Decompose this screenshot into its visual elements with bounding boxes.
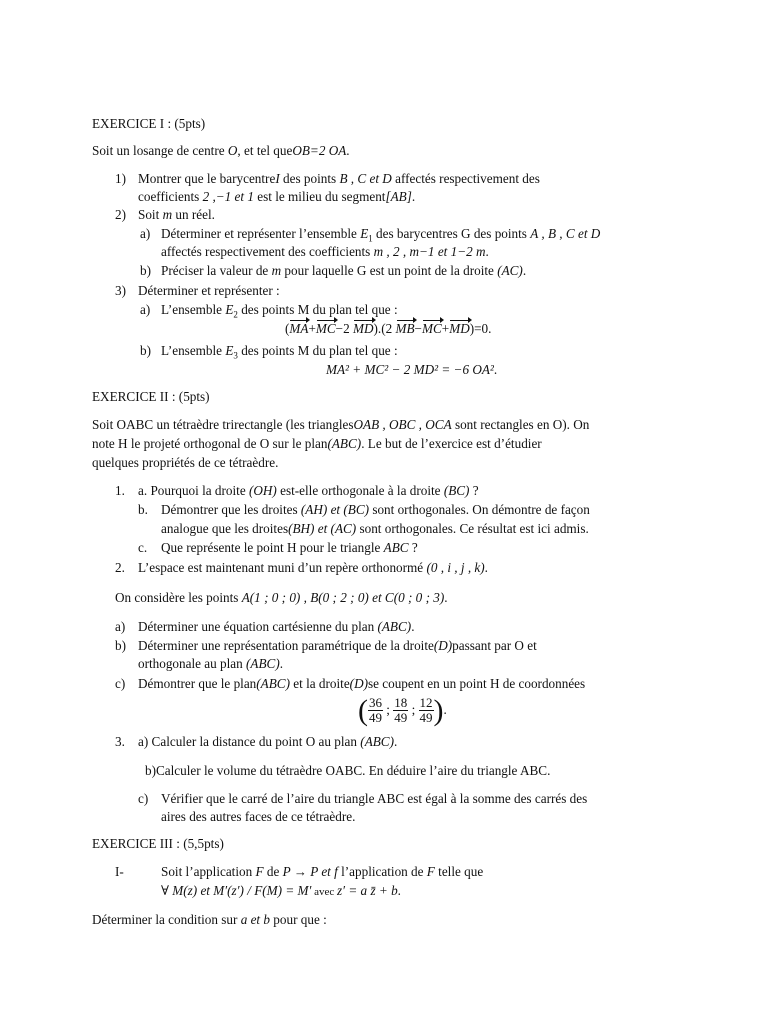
ex2-b-line1: Déterminer une représentation paramétrique de la droite(D)passant par O et xyxy=(138,638,537,653)
ex1-q3a-label: a) xyxy=(140,302,151,317)
ex1-q3b-text: L’ensemble $E_3$ des points M du plan tel que : xyxy=(161,343,398,361)
ex2-q1c-text: Que représente le point H pour le triangle ABC ? xyxy=(161,540,418,555)
ex1-q3b-label: b) xyxy=(140,343,151,358)
ex2-q3-number: 3. xyxy=(115,734,125,749)
ex2-points: On considère les points A(1 ; 0 ; 0) , B(0 ; 2 ; 0) et C(0 ; 0 ; 3). xyxy=(115,590,448,605)
ex2-q2-number: 2. xyxy=(115,560,125,575)
ex2-c-label: c) xyxy=(115,676,126,691)
ex2-q3c-label: c) xyxy=(138,791,149,806)
ex2-q3b-text: b)Calculer le volume du tétraèdre OABC. En déduire l’aire du triangle ABC. xyxy=(145,763,551,778)
ex1-intro: Soit un losange de centre O, et tel queOB=2 OA. xyxy=(92,143,350,158)
ex1-q3-number: 3) xyxy=(115,283,126,298)
ex2-c-text: Démontrer que le plan(ABC) et la droite(D)se coupent en un point H de coordonnées xyxy=(138,676,586,691)
ex1-q2b-text: Préciser la valeur de m pour laquelle G est un point de la droite (AC). xyxy=(161,263,527,278)
fraction-y: $\frac{18}{49}$ xyxy=(394,695,408,726)
fraction-z: $\frac{12}{49}$ xyxy=(419,695,433,726)
ex1-q2b-label: b) xyxy=(140,263,151,278)
ex1-q2a-line2: affectés respectivement des coefficients m , 2 , m−1 et 1−2 m. xyxy=(161,244,489,259)
exercise-3-title: EXERCICE III : (5,5pts) xyxy=(92,836,224,851)
ex1-q2a-label: a) xyxy=(140,226,151,241)
ex1-q3a-text: L’ensemble $E_2$ des points M du plan tel que : xyxy=(161,302,398,320)
ex1-q2a-line1: Déterminer et représenter l’ensemble $E_1$ des barycentres G des points A , B , C et D xyxy=(161,226,601,244)
ex1-q1-line1: Montrer que le barycentreI des points B , C et D affectés respectivement des xyxy=(138,171,540,186)
ex2-q2-text: L’espace est maintenant muni d’un repère orthonormé (0 , i , j , k). xyxy=(138,560,488,575)
ex2-h-coordinates: ( $\frac{36}{49}$ ; $\frac{18}{49}$ ; $\frac{12}{49}$ ). xyxy=(358,693,447,727)
fraction-x: $\frac{36}{49}$ xyxy=(369,695,382,726)
ex2-q3a-text: a) Calculer la distance du point O au plan (ABC). xyxy=(138,734,398,749)
ex2-q1c-label: c. xyxy=(138,540,148,555)
ex3-condition-text: Déterminer la condition sur a et b pour que : xyxy=(92,912,327,927)
ex1-q1-number: 1) xyxy=(115,171,126,186)
ex2-intro-line1: Soit OABC un tétraèdre trirectangle (les trianglesOAB , OBC , OCA sont rectangles en O). On xyxy=(92,417,590,432)
exercise-2-title: EXERCICE II : (5pts) xyxy=(92,389,210,404)
ex2-intro-line3: quelques propriétés de ce tétraèdre. xyxy=(92,455,279,470)
ex2-q3c-line1: Vérifier que le carré de l’aire du triangle ABC est égal à la somme des carrés des xyxy=(161,791,588,806)
ex2-b-line2: orthogonale au plan (ABC). xyxy=(138,656,284,671)
ex2-q1b-line2: analogue que les droites(BH) et (AC) sont orthogonales. Ce résultat est ici admis. xyxy=(161,521,589,536)
ex1-q3b-formula: MA² + MC² − 2 MD² = −6 OA². xyxy=(326,362,498,377)
ex2-b-label: b) xyxy=(115,638,126,653)
exercise-1-title: EXERCICE I : (5pts) xyxy=(92,116,206,131)
ex2-q3c-line2: aires des autres faces de ce tétraèdre. xyxy=(161,809,356,824)
ex3-part-i-label: I- xyxy=(115,864,124,879)
ex2-intro-line2: note H le projeté orthogonal de O sur le plan(ABC). Le but de l’exercice est d’étudier xyxy=(92,436,542,451)
ex1-q2-text: Soit m un réel. xyxy=(138,207,215,222)
ex2-q1a-text: a. Pourquoi la droite (OH) est-elle orthogonale à la droite (BC) ? xyxy=(138,483,479,498)
ex3-i-line1: Soit l’application F de P → P et f l’application de F telle que xyxy=(161,864,484,879)
ex3-i-line2: ∀ M(z) et M′(z′) / F(M) = M′ avec z′ = a z̄ + b. xyxy=(161,883,401,898)
ex2-q1b-label: b. xyxy=(138,502,148,517)
ex1-q1-line2: coefficients 2 ,−1 et 1 est le milieu du segment[AB]. xyxy=(138,189,416,204)
ex1-q3a-formula: (MA+MC−2 MD).(2 MB−MC+MD)=0. xyxy=(285,321,492,336)
ex1-q3-text: Déterminer et représenter : xyxy=(138,283,280,298)
ex2-q1-number: 1. xyxy=(115,483,125,498)
ex2-q1b-line1: Démontrer que les droites (AH) et (BC) sont orthogonales. On démontre de façon xyxy=(161,502,590,517)
ex1-q2-number: 2) xyxy=(115,207,126,222)
ex2-a-label: a) xyxy=(115,619,126,634)
ex2-a-text: Déterminer une équation cartésienne du plan (ABC). xyxy=(138,619,415,634)
